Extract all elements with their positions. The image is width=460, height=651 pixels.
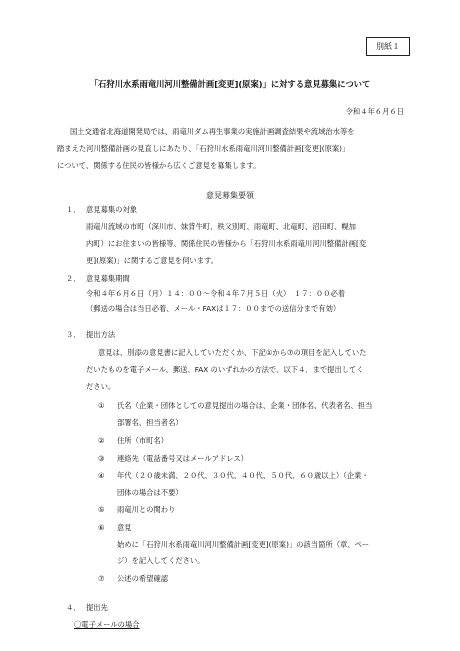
section-2-number: ２． — [66, 274, 81, 283]
attachment-tag: 別紙１ — [366, 37, 410, 56]
item-text-6: 意見 — [117, 523, 132, 532]
item-mark-1: ① — [98, 401, 105, 410]
section-3-number: ３． — [66, 330, 81, 339]
item-6-detail-2: ジ）を記入してください。 — [117, 556, 205, 565]
item-text-3: 連絡先（電話番号又はメールアドレス） — [117, 454, 248, 463]
item-text-4: 年代（２０歳未満、２０代、３０代、４０代、５０代、６０歳以上）（企業・ — [117, 471, 369, 480]
section-1-line-2: 内町）にお住まいの皆様等、関係住民の皆様から「石狩川水系雨竜川河川整備計画[変 — [86, 239, 367, 248]
intro-line-2: 踏まえた河川整備計画の見直しにあたり、「石狩川水系雨竜川河川整備計画[変更](原案)」 — [57, 144, 350, 153]
intro-line-1: 国土交通省北海道開発局では、雨竜川ダム再生事業の実施計画調査結果や流域治水等を — [70, 127, 355, 136]
section-3-heading: 提出方法 — [86, 330, 116, 339]
item-mark-6: ⑥ — [98, 523, 105, 532]
item-text-1: 氏名（企業・団体としての意見提出の場合は、企業・団体名、代表者名、担当 — [117, 401, 373, 410]
item-text-7: 公述の希望確認 — [117, 574, 169, 583]
section-2-line-1: 令和４年６月６日（月）１４：００～令和４年７月５日（火） １７：００必着 — [86, 289, 346, 298]
section-1-line-1: 雨竜川流域の市町（深川市、妹背牛町、秩父別町、雨竜町、北竜町、沼田町、幌加 — [86, 222, 356, 231]
item-mark-2: ② — [98, 436, 105, 445]
section-3-line-2: だいたものを電子メール、郵送、FAX のいずれかの方法で、以下４．まで提出してく — [86, 365, 364, 374]
item-text-2: 住所（市町名） — [117, 436, 169, 445]
item-mark-3: ③ — [98, 454, 105, 463]
item-cont-1: 部署名、担当者名） — [117, 418, 183, 427]
section-2-line-2: （郵送の場合は当日必着、メール・FAXは１７：００までの送信分まで有効） — [86, 304, 341, 313]
section-4-number: ４． — [66, 603, 81, 612]
document-date: 令和４年６月６日 — [345, 107, 404, 116]
item-mark-5: ⑤ — [98, 505, 105, 514]
section-2-heading: 意見募集期間 — [86, 274, 130, 283]
intro-line-3: について、関係する住民の皆様から広くご意見を募集します。 — [57, 161, 261, 170]
item-text-5: 雨竜川との関わり — [117, 505, 176, 514]
item-mark-4: ④ — [98, 471, 105, 480]
document-title: 「石狩川水系雨竜川河川整備計画[変更](原案)」に対する意見募集について — [89, 79, 371, 89]
section-1-line-3: 更](原案)」に関するご意見を伺います。 — [86, 256, 219, 265]
item-6-detail-1: 始めに「石狩川水系雨竜川河川整備計画[変更](原案)」の該当箇所（章、ペー — [117, 540, 370, 549]
section-title: 意見募集要領 — [206, 191, 254, 200]
section-1-heading: 意見募集の対象 — [86, 205, 138, 214]
item-mark-7: ⑦ — [98, 574, 105, 583]
section-3-line-1: 意見は、別添の意見書に記入していただくか、下記①から⑦の項目を記入していた — [98, 348, 367, 357]
item-cont-4: 団体の場合は不要） — [117, 488, 183, 497]
section-4-heading: 提出先 — [86, 603, 108, 612]
section-1-number: １． — [66, 205, 81, 214]
section-4-email-subheading: 〇電子メールの場合 — [74, 620, 140, 629]
section-3-line-3: ださい。 — [86, 382, 116, 391]
